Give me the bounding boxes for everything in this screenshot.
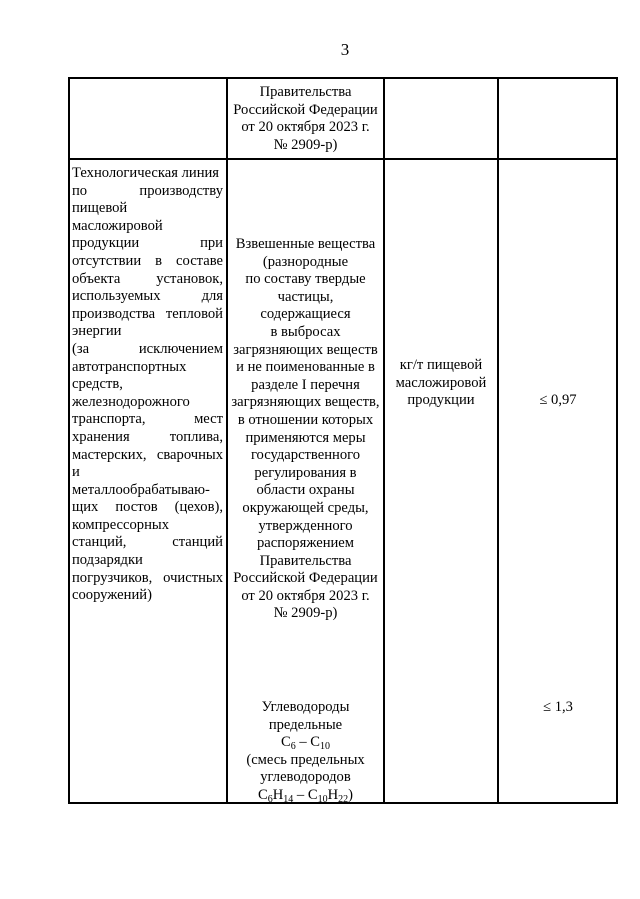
text-line: сооружений) bbox=[72, 587, 152, 604]
text-line: Углеводороды bbox=[261, 699, 350, 715]
table-divider-2 bbox=[383, 77, 385, 804]
text-line: используемых для bbox=[72, 288, 223, 305]
text-line: компрессорных bbox=[72, 516, 170, 533]
text-line: распоряжением bbox=[256, 535, 355, 552]
text-line: отсутствии в составе bbox=[72, 252, 223, 269]
text-line: окружающей среды, bbox=[242, 499, 369, 516]
text-line: производства тепловой bbox=[72, 305, 223, 322]
table-divider-3 bbox=[497, 77, 499, 804]
text-line: мастерских, сварочных bbox=[72, 446, 223, 463]
text-line: Правительства bbox=[259, 552, 352, 569]
text-line: железнодорожного bbox=[72, 393, 190, 410]
pollutant-name-cell bbox=[228, 236, 383, 623]
text-line: предельные bbox=[268, 716, 343, 733]
text-line: Российской Федерации bbox=[233, 570, 378, 587]
text-line: хранения топлива, bbox=[72, 428, 223, 445]
table-border-top bbox=[68, 77, 618, 79]
text-line: № 2909-р) bbox=[273, 605, 338, 622]
text-line: средств, bbox=[72, 376, 123, 393]
table-border-right bbox=[616, 77, 618, 804]
formula-c6h14-c10h22: $C_6H_{14} - C_{10}H_{22}$) bbox=[257, 786, 354, 805]
source-description-cell bbox=[72, 165, 223, 605]
value-text: ≤ 0,97 bbox=[539, 392, 577, 408]
formula-c6-c10: $C_6 - C_{10}$ bbox=[280, 734, 331, 753]
text-line: транспорта, мест bbox=[72, 411, 223, 428]
unit-cell bbox=[385, 357, 497, 410]
text-line: углеводородов bbox=[260, 769, 351, 786]
text-line: (разнородные bbox=[262, 253, 349, 270]
text-line: применяются меры bbox=[245, 429, 366, 446]
text-line: по производству bbox=[72, 182, 223, 199]
text-line: Российской Федерации bbox=[233, 101, 378, 118]
hydrocarbons-value bbox=[500, 699, 616, 717]
text-line: металлообрабатываю- bbox=[72, 481, 210, 498]
top-row-continuation-cell bbox=[228, 84, 383, 154]
text-line: от 20 октября 2023 г. bbox=[241, 587, 370, 604]
hydrocarbons-name-cell bbox=[228, 699, 383, 805]
text-line: загрязняющих веществ bbox=[233, 341, 378, 358]
text-line: частицы, bbox=[277, 288, 334, 305]
text-line: содержащиеся bbox=[260, 306, 351, 323]
text-line: № 2909-р) bbox=[273, 136, 338, 153]
text-line: кг/т пищевой bbox=[399, 357, 483, 373]
text-line: (смесь предельных bbox=[246, 751, 365, 768]
text-line: (за исключением bbox=[72, 340, 223, 357]
text-line: Правительства bbox=[259, 84, 352, 100]
text-line: и bbox=[72, 464, 80, 481]
text-line: по составу твердые bbox=[245, 271, 366, 288]
text-line: станций, станций bbox=[72, 534, 223, 551]
text-line: масложировой bbox=[72, 217, 163, 234]
text-line: утвержденного bbox=[258, 517, 353, 534]
text-line: государственного bbox=[250, 447, 361, 464]
text-line: энергии bbox=[72, 323, 122, 340]
text-line: загрязняющих веществ, bbox=[231, 394, 380, 411]
text-line: автотранспортных bbox=[72, 358, 187, 375]
page-number: 3 bbox=[340, 40, 350, 59]
text-line: подзарядки bbox=[72, 552, 143, 569]
text-line: и не поименованные в bbox=[236, 359, 375, 376]
text-line: Технологическая линия bbox=[72, 165, 220, 181]
text-line: области охраны bbox=[256, 482, 355, 499]
table-border-left bbox=[68, 77, 70, 804]
text-line: щих постов (цехов), bbox=[72, 499, 223, 516]
text-line: регулирования в bbox=[254, 464, 357, 481]
suspended-matter-value bbox=[500, 392, 616, 410]
text-line: масложировой bbox=[395, 374, 487, 391]
text-line: от 20 октября 2023 г. bbox=[241, 119, 370, 136]
value-text: ≤ 1,3 bbox=[543, 699, 573, 715]
table-row-divider bbox=[68, 158, 618, 160]
text-line: пищевой bbox=[72, 200, 128, 217]
text-line: продукции при bbox=[72, 235, 223, 252]
text-line: продукции bbox=[407, 392, 475, 409]
text-line: Взвешенные вещества bbox=[235, 236, 376, 252]
text-line: в выбросах bbox=[270, 323, 341, 340]
text-line: в отношении которых bbox=[237, 411, 374, 428]
text-line: погрузчиков, очистных bbox=[72, 569, 223, 586]
text-line: объекта установок, bbox=[72, 270, 223, 287]
text-line: разделе I перечня bbox=[251, 376, 360, 393]
